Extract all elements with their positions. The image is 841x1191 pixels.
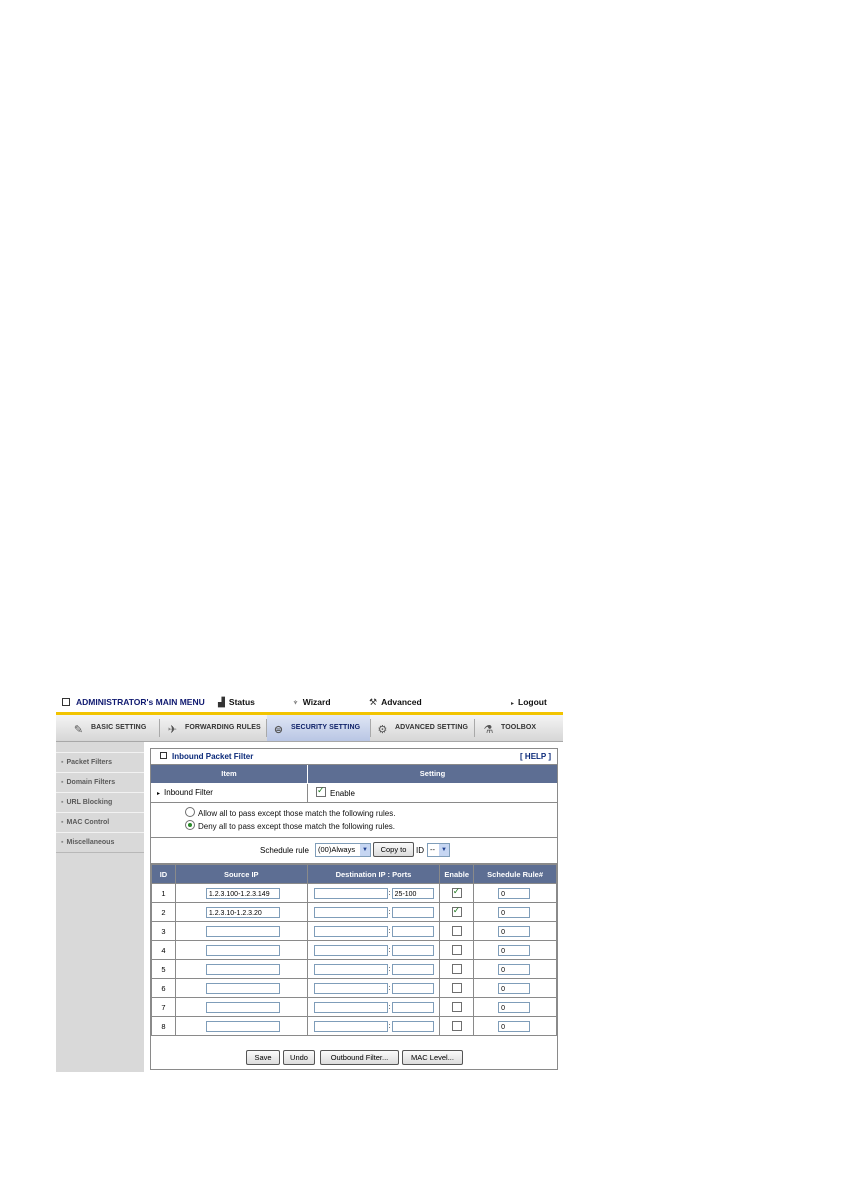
deny-option[interactable] [185, 820, 395, 831]
inbound-filter-row [151, 784, 557, 803]
schedule-rule-input[interactable]: 0 [498, 907, 530, 918]
port-separator: : [388, 908, 391, 916]
schedule-rule-label: Schedule rule [260, 846, 309, 855]
col-header-source-ip: Source IP [175, 865, 307, 884]
router-admin-app [56, 694, 563, 1072]
schedule-rule-input[interactable]: 0 [498, 1002, 530, 1013]
inbound-enable-checkbox[interactable] [316, 787, 326, 797]
sidebar-item-label: Miscellaneous [66, 839, 115, 846]
arrow-right-icon: ▸ [157, 791, 161, 797]
enable-cell [440, 979, 474, 998]
tab-advanced-setting[interactable] [374, 715, 474, 741]
col-header-destination: Destination IP : Ports [307, 865, 440, 884]
port-separator: : [388, 1003, 391, 1011]
logout-label: Logout [518, 697, 547, 707]
rule-enable-checkbox[interactable] [452, 945, 462, 955]
logout-link[interactable] [511, 697, 547, 707]
id-label: ID [416, 846, 424, 855]
source-ip-input[interactable]: 1.2.3.10-1.2.3.20 [206, 907, 280, 918]
sidebar-item-label: Domain Filters [66, 779, 116, 786]
destination-cell [307, 979, 440, 998]
table-row [152, 979, 557, 998]
schedule-rule-input[interactable]: 0 [498, 945, 530, 956]
source-ip-input[interactable] [206, 964, 280, 975]
rule-id: 2 [152, 903, 176, 922]
wizard-icon: ♆ [292, 697, 299, 707]
schedule-rule-input[interactable]: 0 [498, 926, 530, 937]
rule-id: 8 [152, 1017, 176, 1036]
schedule-rule-input[interactable]: 0 [498, 888, 530, 899]
enable-cell [440, 960, 474, 979]
top-menu [56, 694, 563, 715]
tab-basic-setting-label: BASIC SETTING [91, 724, 147, 731]
rule-id: 1 [152, 884, 176, 903]
ports-input[interactable] [392, 983, 434, 994]
chevron-down-icon: ▼ [360, 844, 370, 856]
table-row [152, 998, 557, 1017]
enable-cell [440, 1017, 474, 1036]
ports-input[interactable] [392, 1002, 434, 1013]
destination-ip-input[interactable] [314, 907, 388, 918]
enable-cell [440, 922, 474, 941]
port-separator: : [388, 946, 391, 954]
destination-ip-input[interactable] [314, 1021, 388, 1032]
save-button[interactable]: Save [246, 1050, 280, 1065]
allow-option[interactable] [185, 807, 395, 818]
schedule-cell [474, 998, 557, 1017]
enable-cell [440, 884, 474, 903]
rules-body [152, 884, 557, 1036]
tab-toolbox[interactable] [480, 715, 546, 741]
undo-button[interactable]: Undo [283, 1050, 315, 1065]
schedule-cell [474, 922, 557, 941]
tab-forwarding-rules[interactable] [164, 715, 264, 741]
tab-toolbox-label: TOOLBOX [501, 724, 537, 731]
source-ip-cell [175, 922, 307, 941]
tab-forwarding-rules-label: FORWARDING RULES [185, 724, 261, 731]
tab-divider [159, 719, 160, 737]
column-divider [307, 784, 308, 802]
wizard-link[interactable] [292, 697, 331, 707]
source-ip-input[interactable] [206, 983, 280, 994]
source-ip-input[interactable] [206, 1021, 280, 1032]
ports-input[interactable] [392, 964, 434, 975]
copy-to-button[interactable]: Copy to [373, 842, 414, 857]
sidebar-item-label: URL Blocking [66, 799, 113, 806]
rule-enable-checkbox[interactable] [452, 983, 462, 993]
panel-title-text: Inbound Packet Filter [172, 752, 254, 761]
admin-main-menu-label: ADMINISTRATOR's MAIN MENU [76, 697, 205, 707]
ports-input[interactable] [392, 945, 434, 956]
arrow-right-icon: ▸ [511, 701, 515, 707]
mac-level-button[interactable]: MAC Level... [402, 1050, 463, 1065]
rule-enable-checkbox[interactable] [452, 888, 462, 898]
header-item: Item [151, 765, 307, 783]
table-row [152, 884, 557, 903]
status-label: Status [228, 697, 255, 707]
destination-ip-input[interactable] [314, 1002, 388, 1013]
schedule-cell [474, 884, 557, 903]
source-ip-cell [175, 979, 307, 998]
destination-cell [307, 903, 440, 922]
sidebar-item-miscellaneous[interactable] [56, 832, 144, 853]
sidebar-item-mac-control[interactable] [56, 812, 144, 833]
port-separator: : [388, 889, 391, 897]
destination-ip-input[interactable] [314, 945, 388, 956]
advanced-label: Advanced [381, 697, 422, 707]
inbound-enable-control[interactable] [316, 787, 355, 798]
status-icon: ▟ [218, 697, 225, 707]
sidebar-item-url-blocking[interactable] [56, 792, 144, 813]
source-ip-cell [175, 960, 307, 979]
source-ip-cell [175, 903, 307, 922]
destination-ip-input[interactable] [314, 926, 388, 937]
deny-option-label: Deny all to pass except those match the following rules. [198, 822, 395, 831]
ports-input[interactable]: 25-100 [392, 888, 434, 899]
table-row [152, 903, 557, 922]
schedule-rule-input[interactable]: 0 [498, 1021, 530, 1032]
source-ip-cell [175, 884, 307, 903]
table-row [152, 1017, 557, 1036]
source-ip-cell [175, 1017, 307, 1036]
rule-enable-checkbox[interactable] [452, 907, 462, 917]
sidebar-item-domain-filters[interactable] [56, 772, 144, 793]
tab-basic-setting[interactable] [70, 715, 156, 741]
rule-enable-checkbox[interactable] [452, 1021, 462, 1031]
sidebar [56, 742, 144, 1072]
panel-title [151, 749, 557, 765]
rule-id: 3 [152, 922, 176, 941]
sidebar-item-label: Packet Filters [66, 759, 113, 766]
table-row [152, 960, 557, 979]
col-header-schedule-rule: Schedule Rule# [474, 865, 557, 884]
inbound-filter-label [157, 788, 213, 797]
schedule-cell [474, 941, 557, 960]
destination-cell [307, 1017, 440, 1036]
destination-cell [307, 941, 440, 960]
advanced-link[interactable] [369, 697, 422, 708]
rule-id: 6 [152, 979, 176, 998]
tab-bar [56, 715, 563, 742]
schedule-cell [474, 960, 557, 979]
source-ip-input[interactable] [206, 945, 280, 956]
source-ip-input[interactable] [206, 926, 280, 937]
header-setting: Setting [308, 765, 557, 783]
schedule-rule-input[interactable]: 0 [498, 983, 530, 994]
schedule-rule-select[interactable] [315, 843, 371, 857]
schedule-rule-row [151, 838, 557, 864]
ports-input[interactable] [392, 926, 434, 937]
inbound-packet-filter-panel [150, 748, 558, 1070]
help-link[interactable]: [ HELP ] [520, 752, 551, 761]
basic-setting-icon: ✎ [73, 724, 84, 736]
destination-ip-input[interactable] [314, 964, 388, 975]
rule-id: 4 [152, 941, 176, 960]
source-ip-input[interactable] [206, 1002, 280, 1013]
allow-radio[interactable] [185, 807, 195, 817]
rule-id: 7 [152, 998, 176, 1017]
tab-advanced-setting-label: ADVANCED SETTING [395, 724, 469, 731]
schedule-cell [474, 1017, 557, 1036]
ports-input[interactable] [392, 1021, 434, 1032]
port-separator: : [388, 1022, 391, 1030]
sidebar-item-packet-filters[interactable] [56, 752, 144, 773]
tab-divider [474, 719, 475, 737]
allow-option-label: Allow all to pass except those match the following rules. [198, 809, 396, 818]
bullet-icon: ▪ [61, 839, 64, 846]
sidebar-item-label: MAC Control [66, 819, 110, 826]
advanced-icon: ⚒ [369, 697, 378, 707]
col-header-enable: Enable [440, 865, 474, 884]
bullet-icon: ▪ [61, 799, 64, 806]
chevron-down-icon: ▼ [439, 844, 449, 856]
forwarding-rules-icon: ✈ [167, 724, 178, 736]
bullet-icon: ▪ [61, 819, 64, 826]
enable-cell [440, 998, 474, 1017]
rule-id: 5 [152, 960, 176, 979]
destination-ip-input[interactable] [314, 888, 388, 899]
outbound-filter-button[interactable]: Outbound Filter... [320, 1050, 399, 1065]
enable-cell [440, 903, 474, 922]
port-separator: : [388, 984, 391, 992]
destination-ip-input[interactable] [314, 983, 388, 994]
bullet-icon: ▪ [61, 759, 64, 766]
destination-cell [307, 884, 440, 903]
source-ip-input[interactable]: 1.2.3.100-1.2.3.149 [206, 888, 280, 899]
deny-radio[interactable] [185, 820, 195, 830]
rules-table [151, 864, 557, 1036]
source-ip-cell [175, 998, 307, 1017]
port-separator: : [388, 965, 391, 973]
security-setting-icon: ⊜ [273, 724, 284, 736]
rule-enable-checkbox[interactable] [452, 1002, 462, 1012]
schedule-cell [474, 979, 557, 998]
menu-square-icon [62, 698, 70, 706]
rule-enable-checkbox[interactable] [452, 926, 462, 936]
status-link[interactable] [218, 697, 255, 708]
advanced-setting-icon: ⚙ [377, 724, 388, 736]
port-separator: : [388, 927, 391, 935]
ports-input[interactable] [392, 907, 434, 918]
destination-cell [307, 998, 440, 1017]
bullet-icon: ▪ [61, 779, 64, 786]
schedule-cell [474, 903, 557, 922]
admin-main-menu-link[interactable] [62, 697, 205, 707]
table-row [152, 922, 557, 941]
schedule-rule-input[interactable]: 0 [498, 964, 530, 975]
inbound-enable-label: Enable [330, 789, 355, 798]
action-bar [151, 1047, 557, 1067]
tab-security-setting[interactable] [267, 715, 370, 741]
inbound-filter-label-text: Inbound Filter [164, 788, 213, 797]
destination-cell [307, 922, 440, 941]
tab-divider [370, 719, 371, 737]
enable-cell [440, 941, 474, 960]
col-header-id: ID [152, 865, 176, 884]
rules-header-row [152, 865, 557, 884]
destination-cell [307, 960, 440, 979]
schedule-rule-value: (00)Always [318, 845, 356, 854]
source-ip-cell [175, 941, 307, 960]
id-select[interactable] [427, 843, 450, 857]
tab-security-setting-label: SECURITY SETTING [291, 724, 361, 731]
rule-enable-checkbox[interactable] [452, 964, 462, 974]
policy-radio-group [151, 803, 557, 838]
id-select-value: -- [430, 845, 435, 854]
wizard-label: Wizard [302, 697, 331, 707]
toolbox-icon: ⚗ [483, 724, 494, 736]
table-row [152, 941, 557, 960]
title-square-icon [160, 752, 167, 759]
